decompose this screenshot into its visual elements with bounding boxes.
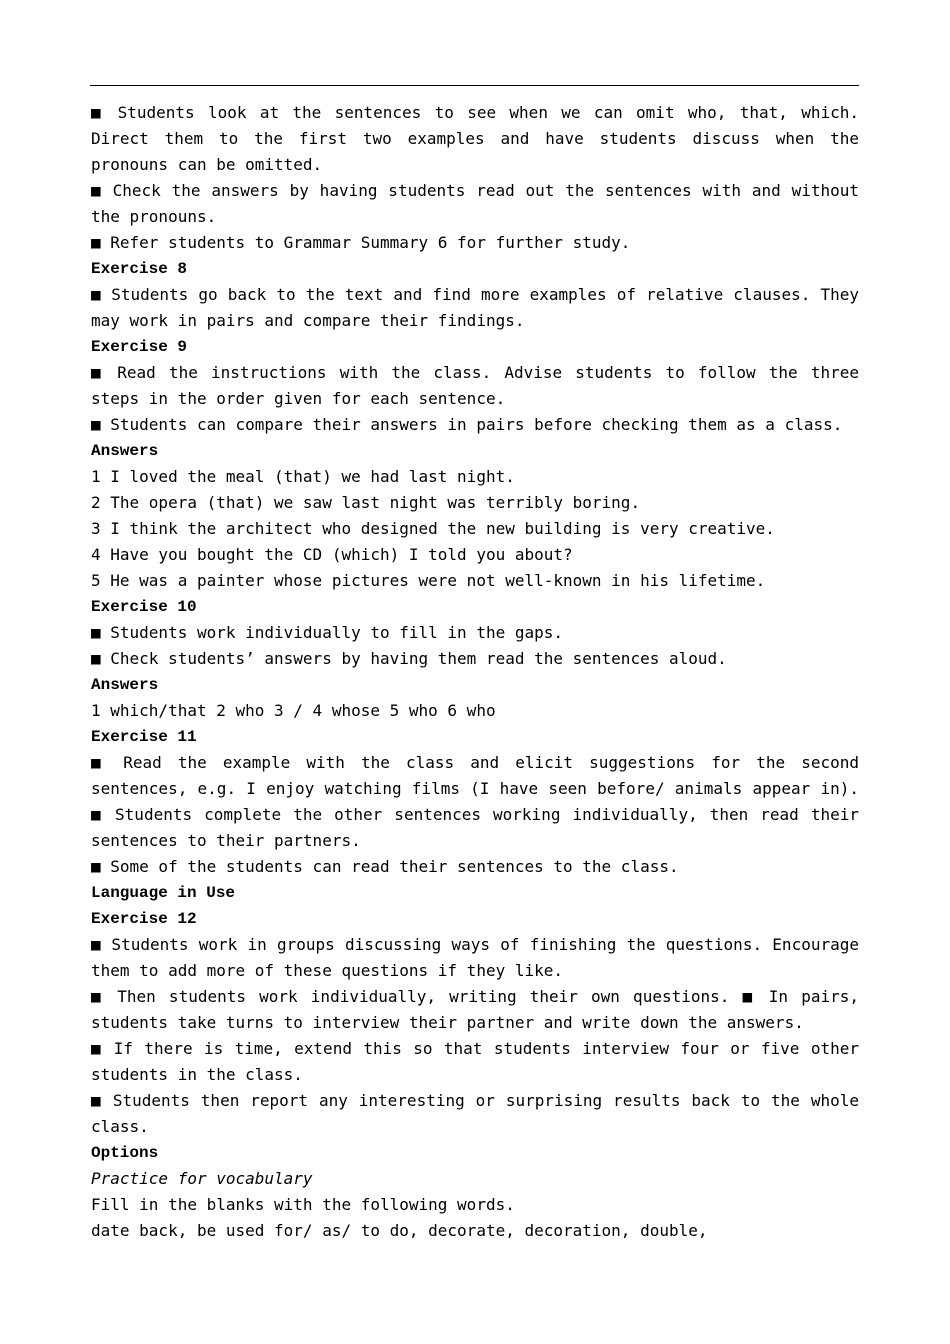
- body-line: ■ Students work in groups discussing ways of finishing the questions. Encourage: [91, 935, 859, 954]
- body-line: Direct them to the first two examples and have students discuss when the: [91, 129, 859, 148]
- body-line: may work in pairs and compare their findings.: [91, 311, 525, 330]
- body-line: ■ Students look at the sentences to see when we can omit who, that, which.: [91, 103, 859, 122]
- header-rule: [90, 85, 859, 86]
- body-line: steps in the order given for each sentence.: [91, 389, 506, 408]
- body-line: ■ Refer students to Grammar Summary 6 for further study.: [91, 233, 631, 252]
- body-line: them to add more of these questions if they like.: [91, 961, 564, 980]
- body-line: students in the class.: [91, 1065, 303, 1084]
- body-line: sentences, e.g. I enjoy watching films (I have seen before/ animals appear in).: [91, 779, 859, 798]
- body-line: ■ Students can compare their answers in pairs before checking them as a class.: [91, 415, 843, 434]
- body-line: ■ Read the instructions with the class. Advise students to follow the three: [91, 363, 859, 382]
- body-line: ■ Some of the students can read their sentences to the class.: [91, 857, 679, 876]
- body-line: ■ Then students work individually, writing their own questions. ■ In pairs,: [91, 987, 859, 1006]
- body-line: the pronouns.: [91, 207, 217, 226]
- body-line: sentences to their partners.: [91, 831, 361, 850]
- body-line: ■ Read the example with the class and elicit suggestions for the second: [91, 753, 859, 772]
- body-line: ■ Students go back to the text and find more examples of relative clauses. They: [91, 285, 859, 304]
- body-line: ■ If there is time, extend this so that students interview four or five other: [91, 1039, 859, 1058]
- section-heading: Options: [91, 1144, 159, 1162]
- body-line: ■ Students work individually to fill in the gaps.: [91, 623, 564, 642]
- body-line: pronouns can be omitted.: [91, 155, 323, 174]
- body-line: ■ Check students’ answers by having them read the sentences aloud.: [91, 649, 727, 668]
- answer-line: 3 I think the architect who designed the new building is very creative.: [91, 519, 775, 538]
- body-line: students take turns to interview their partner and write down the answers.: [91, 1013, 804, 1032]
- body-line: ■ Check the answers by having students read out the sentences with and without: [91, 181, 859, 200]
- section-heading: Exercise 12: [91, 910, 197, 928]
- answer-line: 5 He was a painter whose pictures were not well-known in his lifetime.: [91, 571, 766, 590]
- section-heading: Answers: [91, 676, 159, 694]
- section-heading: Answers: [91, 442, 159, 460]
- body-line: class.: [91, 1117, 149, 1136]
- body-line: Fill in the blanks with the following words.: [91, 1195, 515, 1214]
- subheading: Practice for vocabulary: [91, 1169, 313, 1188]
- answer-line: 2 The opera (that) we saw last night was terribly boring.: [91, 493, 641, 512]
- section-heading: Exercise 10: [91, 598, 197, 616]
- body-line: date back, be used for/ as/ to do, decorate, decoration, double,: [91, 1221, 708, 1240]
- section-heading: Exercise 9: [91, 338, 188, 356]
- answer-line: 1 I loved the meal (that) we had last night.: [91, 467, 515, 486]
- answer-line: 1 which/that 2 who 3 / 4 whose 5 who 6 who: [91, 701, 496, 720]
- answer-line: 4 Have you bought the CD (which) I told you about?: [91, 545, 573, 564]
- body-line: ■ Students complete the other sentences working individually, then read their: [91, 805, 859, 824]
- section-heading: Exercise 8: [91, 260, 188, 278]
- body-line: ■ Students then report any interesting or surprising results back to the whole: [91, 1091, 859, 1110]
- section-heading: Language in Use: [91, 884, 236, 902]
- section-heading: Exercise 11: [91, 728, 197, 746]
- document-body: [91, 100, 859, 1244]
